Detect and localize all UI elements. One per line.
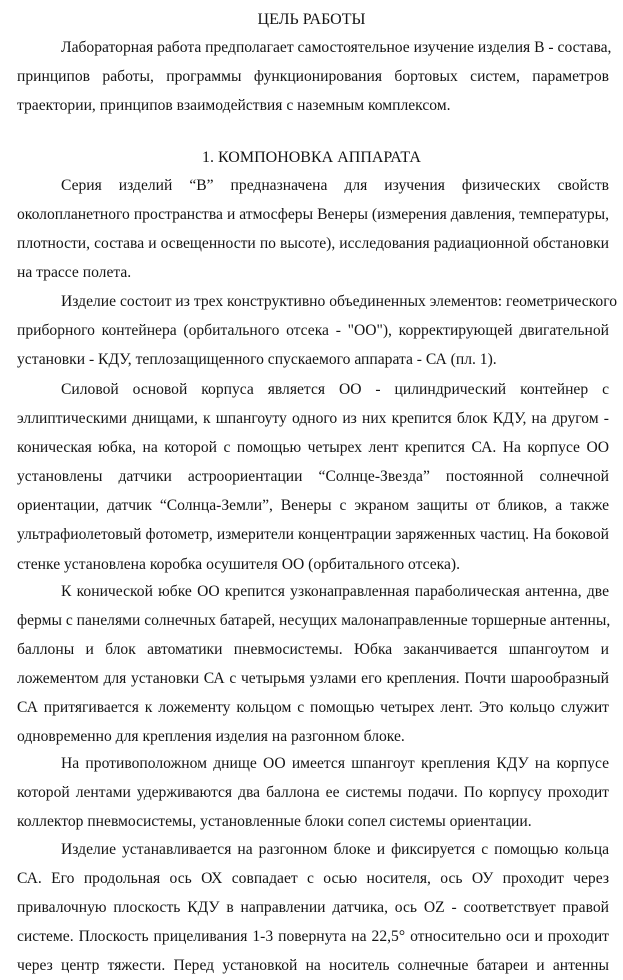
text-line: околопланетного пространства и атмосферы Венеры (измерения давления, температуры, bbox=[17, 206, 609, 224]
section-1-heading: 1. КОМПОНОВКА АППАРАТА bbox=[202, 149, 421, 166]
text-line: установки - КДУ, теплозащищенного спускаемого аппарата - СА (пл. 1). bbox=[17, 351, 497, 369]
text-line: через центр тяжести. Перед установкой на носитель солнечные батареи и антенны bbox=[17, 957, 609, 975]
text-line: Серия изделий “В” предназначена для изучения физических свойств bbox=[61, 177, 609, 194]
text-line: установлены датчики астроориентации “Солнце-Звезда” постоянной солнечной bbox=[17, 468, 609, 486]
text-line: привалочную плоскость КДУ в направлении датчика, ось OZ - соответствует правой bbox=[17, 899, 609, 917]
paragraph-conical-skirt bbox=[17, 577, 609, 752]
text-line: которой лентами удерживаются два баллона ее системы подачи. По корпусу проходит bbox=[17, 784, 609, 802]
text-line: коллектор пневмосистемы, установленные блоки сопел системы ориентации. bbox=[17, 813, 532, 831]
text-line: Силовой основой корпуса является ОО - цилиндрический контейнер с bbox=[61, 381, 609, 398]
text-line: принципов работы, программы функционирования бортовых систем, параметров bbox=[17, 68, 609, 86]
text-line: СА притягивается к ложементу кольцом с помощью четырех лент. Это кольцо служит bbox=[17, 699, 609, 717]
text-line: Изделие устанавливается на разгонном блоке и фиксируется с помощью кольца bbox=[61, 841, 609, 858]
text-line: СА. Его продольная ось ОХ совпадает с осью носителя, ось ОУ проходит через bbox=[17, 870, 609, 888]
paragraph-body-structure bbox=[17, 375, 609, 579]
text-line: одновременно для крепления изделия на разгонном блоке. bbox=[17, 728, 405, 746]
text-line: На противоположном днище ОО имеется шпангоут крепления КДУ на корпусе bbox=[61, 755, 609, 772]
text-line: траектории, принципов взаимодействия с наземным комплексом. bbox=[17, 97, 451, 115]
text-line: ложементом для установки СА с четырьмя узлами его крепления. Почти шарообразный bbox=[17, 670, 609, 688]
text-line: баллоны и блок автоматики пневмосистемы. Юбка заканчивается шпангоутом и bbox=[17, 641, 609, 659]
text-line: на трассе полета. bbox=[17, 264, 132, 282]
paragraph-kdu-mount bbox=[17, 749, 609, 836]
paragraph-installation bbox=[17, 835, 609, 980]
text-line: плотности, состава и освещенности по высоте), исследования радиационной обстановки bbox=[17, 235, 609, 253]
text-line: Изделие состоит из трех конструктивно объединенных элементов: геометрического bbox=[61, 293, 618, 310]
text-line: эллиптическими днищами, к шпангоуту одного из них крепится блок КДУ, на другом - bbox=[17, 410, 609, 428]
paragraph-goal bbox=[17, 33, 612, 120]
text-line: ультрафиолетовый фотометр, измерители концентрации заряженных частиц. На боковой bbox=[17, 526, 609, 544]
goal-heading: ЦЕЛЬ РАБОТЫ bbox=[257, 11, 366, 28]
paragraph-composition bbox=[17, 287, 618, 374]
text-line: коническая юбка, на которой с помощью четырех лент крепится СА. На корпусе ОО bbox=[17, 439, 609, 457]
paragraph-series bbox=[17, 171, 609, 287]
text-line: системе. Плоскость прицеливания 1-3 повернута на 22,5° относительно оси и проходит bbox=[17, 928, 609, 946]
text-line: приборного контейнера (орбитального отсека - "ОО"), корректирующей двигательной bbox=[17, 322, 609, 340]
text-line: ориентации, датчик “Солнца-Земли”, Венеры с экраном защиты от бликов, а также bbox=[17, 497, 609, 515]
text-line: фермы с панелями солнечных батарей, несущих малонаправленные торшерные антенны, bbox=[17, 612, 611, 630]
text-line: К конической юбке ОО крепится узконаправленная параболическая антенна, две bbox=[61, 583, 609, 600]
text-line: Лабораторная работа предполагает самостоятельное изучение изделия В - состава, bbox=[61, 39, 612, 56]
text-line: стенке установлена коробка осушителя ОО (орбитального отсека). bbox=[17, 555, 460, 573]
